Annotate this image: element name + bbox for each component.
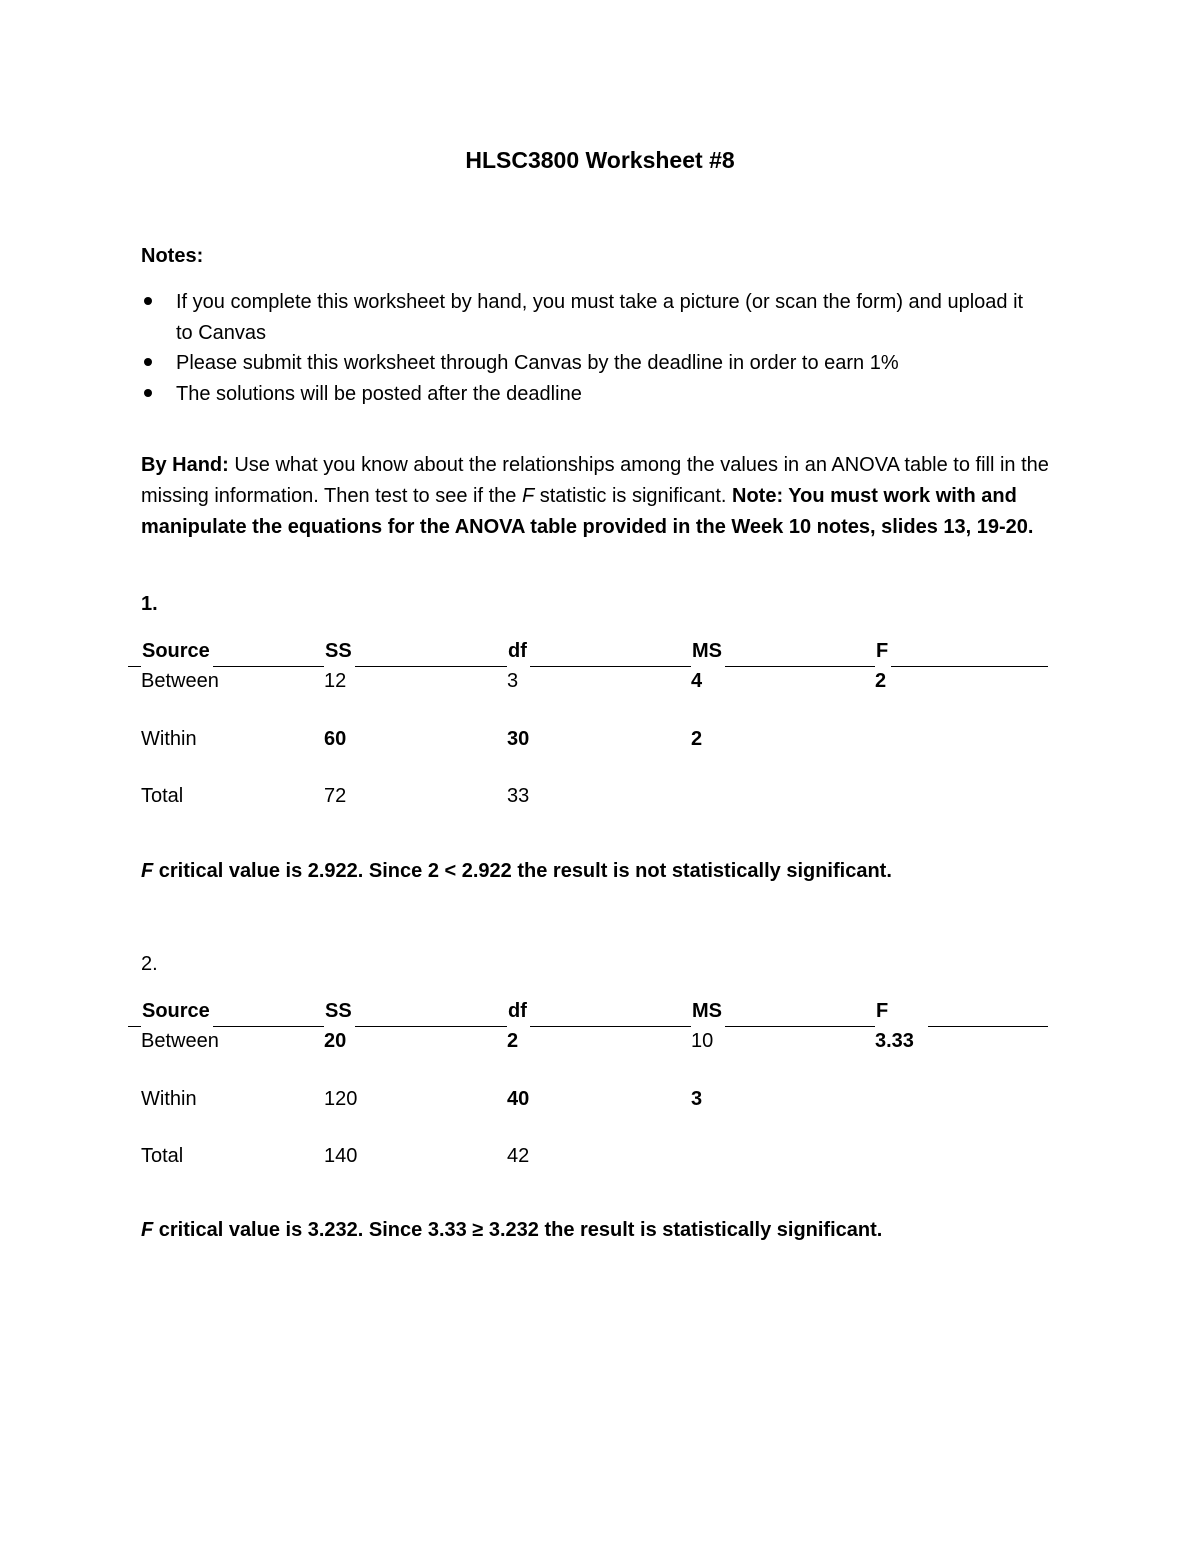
header-f: F <box>875 997 928 1028</box>
instructions-f-symbol: F <box>521 485 535 507</box>
cell-df: 30 <box>507 728 530 750</box>
row-label: Between <box>141 1030 219 1052</box>
cell-ss: 120 <box>324 1088 358 1110</box>
instructions-text-2: statistic is significant. <box>534 485 732 507</box>
table-row-within <box>128 725 1048 753</box>
row-label: Within <box>141 728 197 750</box>
cell-ms: 10 <box>691 1030 714 1052</box>
header-ms: MS <box>691 997 725 1028</box>
table-row-between <box>128 1027 1048 1055</box>
header-df: df <box>507 637 530 668</box>
table-row-total <box>128 782 1048 810</box>
cell-df: 2 <box>507 1030 519 1052</box>
cell-f: 3.33 <box>875 1030 914 1052</box>
note-item: If you complete this worksheet by hand, you must take a picture (or scan the form) and upload it to Canvas <box>141 287 1041 348</box>
instructions-paragraph <box>141 450 1076 543</box>
conclusion-text: critical value is 3.232. Since 3.33 ≥ 3.232 the result is statistically significant. <box>153 1219 883 1241</box>
header-df: df <box>507 997 530 1028</box>
note-item: Please submit this worksheet through Canvas by the deadline in order to earn 1% <box>141 348 1041 379</box>
table-header <box>128 637 1048 667</box>
header-ss: SS <box>324 997 355 1028</box>
cell-ss: 12 <box>324 670 347 692</box>
header-ss: SS <box>324 637 355 668</box>
problem-2-conclusion <box>141 1216 1141 1244</box>
table-row-between <box>128 667 1048 695</box>
problem-1-number: 1. <box>141 593 158 615</box>
row-label: Between <box>141 670 219 692</box>
cell-ms: 3 <box>691 1088 703 1110</box>
header-source: Source <box>141 637 213 668</box>
cell-ms: 2 <box>691 728 703 750</box>
anova-table-2 <box>128 997 1048 1170</box>
cell-df: 3 <box>507 670 519 692</box>
table-row-total <box>128 1142 1048 1170</box>
table-row-within <box>128 1085 1048 1113</box>
row-label: Total <box>141 1145 184 1167</box>
notes-list <box>141 287 1041 409</box>
conclusion-text: critical value is 2.922. Since 2 < 2.922 the result is not statistically significant. <box>153 860 892 882</box>
cell-df: 40 <box>507 1088 530 1110</box>
row-label: Total <box>141 785 184 807</box>
note-item: The solutions will be posted after the deadline <box>141 379 1041 410</box>
anova-table-1 <box>128 637 1048 810</box>
cell-ss: 20 <box>324 1030 347 1052</box>
cell-ss: 60 <box>324 728 347 750</box>
cell-ss: 72 <box>324 785 347 807</box>
table-header <box>128 997 1048 1027</box>
cell-ms: 4 <box>691 670 703 692</box>
row-label: Within <box>141 1088 197 1110</box>
cell-df: 33 <box>507 785 530 807</box>
conclusion-f-symbol: F <box>141 860 154 882</box>
cell-f: 2 <box>875 670 887 692</box>
conclusion-f-symbol: F <box>141 1219 154 1241</box>
problem-1-conclusion <box>141 857 1141 885</box>
notes-label: Notes: <box>141 245 204 267</box>
header-ms: MS <box>691 637 725 668</box>
instructions-text-1: Use what you know about the relationships among the values in an ANOVA table to fill in the missing information. Then test to see if the <box>141 454 1049 507</box>
page-title: HLSC3800 Worksheet #8 <box>465 147 735 173</box>
instructions-note-text: You must work with and manipulate the equations for the ANOVA table provided in the Week 10 notes, slides 13, 19-20. <box>141 485 1034 538</box>
problem-2-number: 2. <box>141 953 158 975</box>
cell-ss: 140 <box>324 1145 358 1167</box>
instructions-note-lead: Note: <box>732 485 784 507</box>
instructions-lead: By Hand: <box>141 454 229 476</box>
header-f: F <box>875 637 891 668</box>
header-source: Source <box>141 997 213 1028</box>
cell-df: 42 <box>507 1145 530 1167</box>
